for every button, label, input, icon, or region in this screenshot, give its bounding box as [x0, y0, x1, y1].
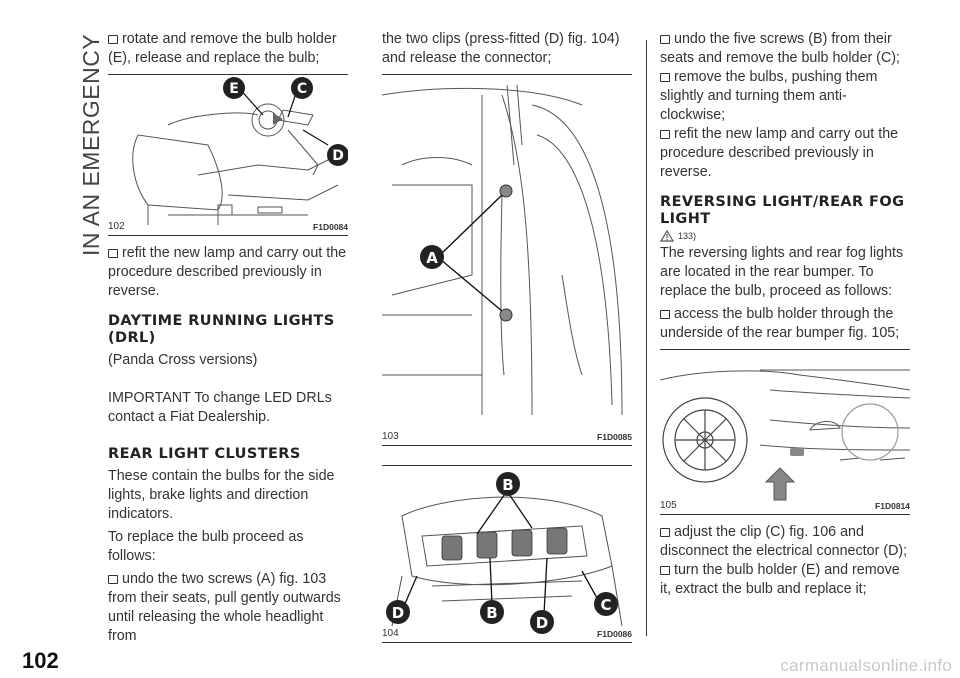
rear-clusters-desc: These contain the bulbs for the side lights, brake lights and direction indicators.	[108, 468, 335, 522]
step-refit-lamp: refit the new lamp and carry out the procedure described previously in reverse.	[108, 245, 347, 299]
label-c: C	[296, 81, 308, 97]
warning-note	[660, 230, 910, 242]
tailgate-illustration	[382, 75, 632, 445]
rear-cluster-illustration	[382, 466, 632, 642]
label-d-left: D	[391, 604, 405, 622]
section-title	[48, 33, 104, 260]
warning-triangle-icon	[660, 230, 674, 242]
figure-code: F1D0814	[875, 501, 910, 511]
figure-103	[382, 74, 632, 446]
reversing-desc: The reversing lights and rear fog lights are located in the rear bumper. To replace the bulb, proceed as follows:	[660, 245, 904, 299]
heading-rear-clusters: REAR LIGHT CLUSTERS	[108, 446, 301, 462]
headlamp-illustration	[108, 75, 348, 235]
figure-102	[108, 74, 348, 236]
section-title-text: IN AN EMERGENCY	[78, 33, 104, 256]
figure-number: 102	[108, 221, 125, 232]
figure-105	[660, 349, 910, 515]
label-e: E	[229, 81, 239, 97]
step-refit-lamp-2: refit the new lamp and carry out the procedure described previously in reverse.	[660, 125, 910, 182]
label-b-bottom: B	[486, 604, 498, 622]
step-access-holder: access the bulb holder through the underside of the rear bumper fig. 105;	[660, 305, 910, 343]
step-clips-continue: the two clips (press-fitted (D) fig. 104) and release the connector;	[382, 31, 620, 66]
column-divider	[646, 40, 647, 636]
step-remove-bulbs: remove the bulbs, pushing them slightly and turning them anti-clockwise;	[660, 68, 910, 125]
rear-bumper-illustration	[660, 350, 910, 514]
figure-number: 104	[382, 628, 399, 639]
note-ref: 133)	[678, 231, 697, 241]
column-3	[660, 30, 910, 599]
step-undo-screws-a: undo the two screws (A) fig. 103 from their seats, pull gently outwards until releasing the whole headlight from	[108, 570, 348, 646]
figure-number: 105	[660, 500, 677, 511]
figure-code: F1D0086	[597, 629, 632, 639]
figure-code: F1D0085	[597, 432, 632, 442]
page-number: 102	[22, 648, 59, 673]
figure-104	[382, 465, 632, 643]
figure-number: 103	[382, 431, 399, 442]
heading-drl: DAYTIME RUNNING LIGHTS (DRL)	[108, 313, 335, 346]
step-turn-bulb-holder: turn the bulb holder (E) and remove it, extract the bulb and replace it;	[660, 561, 910, 599]
label-d: D	[332, 148, 344, 164]
watermark: carmanualsonline.info	[780, 656, 952, 675]
pointer-arrow	[766, 468, 794, 500]
step-adjust-clip: adjust the clip (C) fig. 106 and disconnect the electrical connector (D);	[660, 523, 910, 561]
drl-versions: (Panda Cross versions)	[108, 352, 258, 368]
drl-important: IMPORTANT To change LED DRLs contact a Fiat Dealership.	[108, 390, 332, 425]
column-2	[382, 30, 632, 643]
figure-code: F1D0084	[313, 222, 348, 232]
column-1	[108, 30, 348, 646]
label-d-right: D	[535, 614, 549, 632]
heading-reversing-light: REVERSING LIGHT/REAR FOG LIGHT	[660, 194, 905, 227]
rear-clusters-proceed: To replace the bulb proceed as follows:	[108, 529, 304, 564]
step-rotate-bulb-holder: rotate and remove the bulb holder (E), release and replace the bulb;	[108, 30, 348, 68]
label-c: C	[600, 596, 612, 614]
label-b-top: B	[502, 476, 514, 494]
step-undo-five-screws: undo the five screws (B) from their seats and remove the bulb holder (C);	[660, 30, 910, 68]
label-a: A	[426, 249, 438, 267]
